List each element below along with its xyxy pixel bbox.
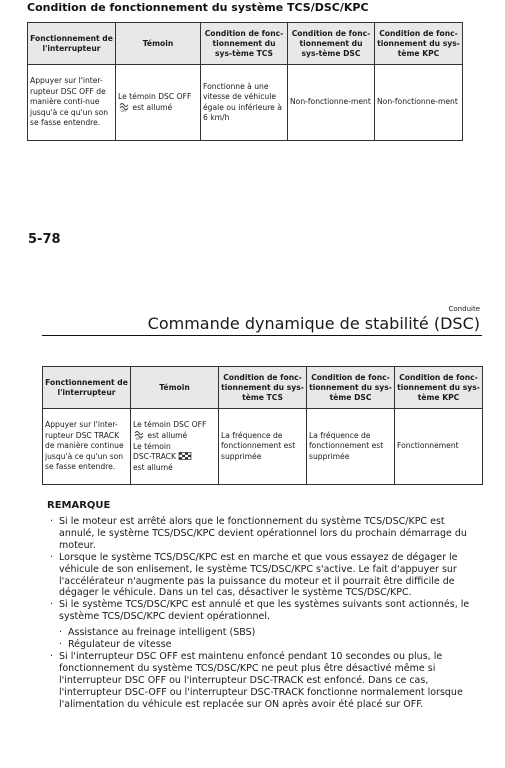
- dsc-off-indicator-icon: [133, 430, 145, 440]
- operation-table-dsc-track: [42, 366, 483, 485]
- remark-text: Si le système TCS/DSC/KPC est annulé et que les systèmes suivants sont actionnés, le système TCS/DSC/KPC devient opérationnel.: [59, 599, 470, 623]
- remark-text: Lorsque le système TCS/DSC/KPC est en marche et que vous essayez de dégager le véhicule de son enlisement, le système TCS/DSC/KPC s'active. Le fait d'appuyer sur l'accélérateur n'augmente pas la puissance du moteur et il pourrait être difficile de dégager le véhicule. Dans un tel cas, désactiver le système TCS/DSC/KPC.: [59, 551, 458, 599]
- indicator-text: Le témoin DSC OFF: [133, 419, 207, 429]
- bullet: ·: [50, 551, 54, 563]
- header-dsc-condition: Condition de fonc-tionnement du sys-tème DSC: [307, 367, 395, 409]
- remark-list: [50, 516, 480, 711]
- section-title: Condition de fonctionnement du système TCS/DSC/KPC: [27, 1, 369, 14]
- remark-subitem-text: Assistance au freinage intelligent (SBS): [68, 627, 256, 639]
- cell-switch-operation: Appuyer sur l'inter-rupteur DSC TRACK de manière continue jusqu'à ce qu'un son se fasse entendre.: [43, 409, 131, 485]
- indicator-track-label: DSC-TRACK: [133, 452, 176, 462]
- header-switch-operation: Fonctionnement de l'interrupteur: [28, 23, 116, 65]
- remark-text: Si le moteur est arrêté alors que le fonctionnement du système TCS/DSC/KPC est annulé, le système TCS/DSC/KPC devient opérationnel lors du prochain démarrage du moteur.: [59, 516, 467, 551]
- cell-kpc-condition: Non-fonctionne-ment: [375, 65, 463, 141]
- dsc-off-indicator-icon: [118, 102, 130, 112]
- cell-dsc-condition: La fréquence de fonctionnement est supprimée: [307, 409, 395, 485]
- operation-table-dsc-off: [27, 22, 463, 141]
- cell-kpc-condition: Fonctionnement: [395, 409, 483, 485]
- indicator-text: Le témoin DSC OFF: [118, 91, 192, 101]
- indicator-status: est allumé: [147, 431, 188, 441]
- header-indicator: Témoin: [116, 23, 201, 65]
- header-kpc-condition: Condition de fonc-tionnement du sys-tème KPC: [375, 23, 463, 65]
- bullet: ·: [59, 627, 63, 639]
- cell-indicator: [131, 409, 219, 485]
- bullet: ·: [50, 599, 54, 611]
- bullet: ·: [50, 516, 54, 527]
- cell-tcs-condition: Fonctionne à une vitesse de véhicule égale ou inférieure à 6 km/h: [201, 65, 288, 141]
- header-tcs-condition: Condition de fonc-tionnement du sys-tème TCS: [219, 367, 307, 409]
- cell-switch-operation: Appuyer sur l'inter-rupteur DSC OFF de manière conti-nue jusqu'à ce qu'un son se fasse entendre.: [28, 65, 116, 141]
- bullet: ·: [50, 650, 54, 662]
- cell-indicator: [116, 65, 201, 141]
- header-switch-operation: Fonctionnement de l'interrupteur: [43, 367, 131, 409]
- page-title: Commande dynamique de stabilité (DSC): [147, 314, 480, 333]
- svg-text:OFF: OFF: [135, 437, 143, 441]
- page-number: 5-78: [28, 232, 61, 247]
- indicator-text: Le témoin: [133, 441, 171, 451]
- remark-subitem-text: Régulateur de vitesse: [68, 639, 172, 651]
- remark-item: [50, 516, 480, 552]
- chapter-label: Conduite: [448, 305, 480, 313]
- cell-dsc-condition: Non-fonctionne-ment: [288, 65, 375, 141]
- remark-item: [50, 599, 480, 623]
- remark-text: Si l'interrupteur DSC OFF est maintenu enfoncé pendant 10 secondes ou plus, le fonctionnement du système TCS/DSC/KPC ne peut plus être désactivé même si l'interrupteur DSC OFF ou l'interrupteur DSC-TRACK est enfoncé. Dans ce cas, l'interrupteur DSC-OFF ou l'interrupteur DSC-TRACK fonctionne normalement lorsque l'alimentation du véhicule est replacée sur ON après avoir été placé sur OFF.: [59, 650, 463, 710]
- header-kpc-condition: Condition de fonc-tionnement du sys-tème KPC: [395, 367, 483, 409]
- dsc-track-flag-icon: [178, 452, 192, 461]
- header-dsc-condition: Condition de fonc-tionnement du sys-tème DSC: [288, 23, 375, 65]
- cell-tcs-condition: La fréquence de fonctionnement est supprimée: [219, 409, 307, 485]
- remark-heading: REMARQUE: [47, 500, 111, 511]
- header-tcs-condition: Condition de fonc-tionnement du sys-tème TCS: [201, 23, 288, 65]
- indicator-status: est allumé: [132, 103, 173, 112]
- remark-item: [50, 552, 480, 600]
- svg-text:OFF: OFF: [120, 108, 128, 112]
- indicator-status: est allumé: [133, 462, 173, 472]
- remark-item: [50, 651, 480, 711]
- bullet: ·: [59, 639, 63, 651]
- remark-subitem: [50, 639, 480, 651]
- remark-subitem: [50, 627, 480, 639]
- header-indicator: Témoin: [131, 367, 219, 409]
- header-divider: [42, 335, 482, 336]
